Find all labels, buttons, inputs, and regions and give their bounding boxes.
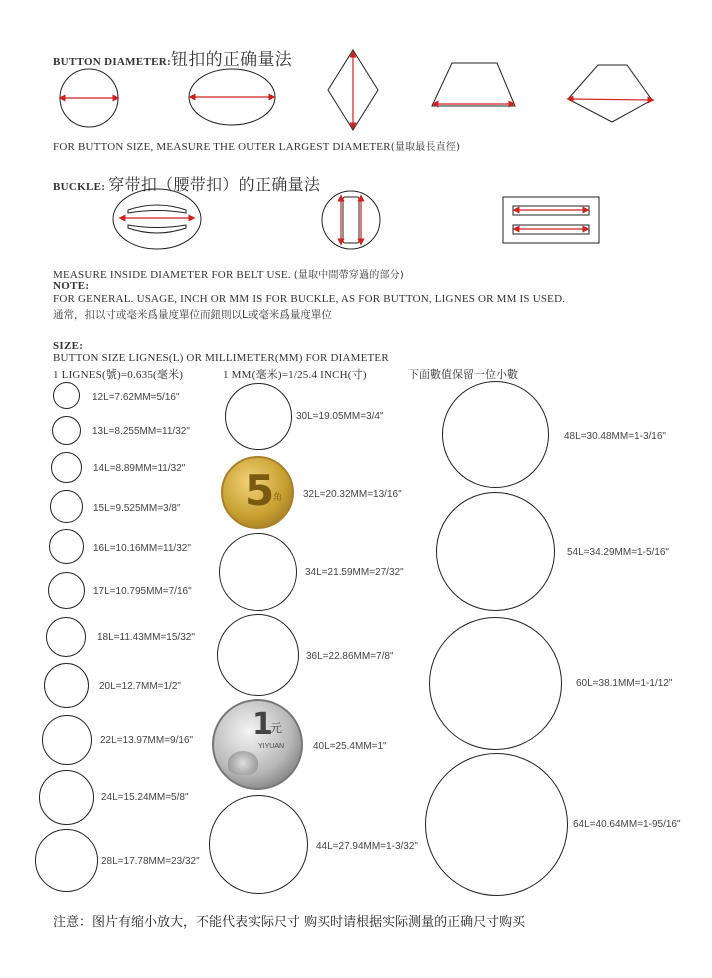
title-cn: 穿带扣（腰带扣）的正确量法 [108,175,321,194]
size-circle [52,416,81,445]
size-circle [48,572,85,609]
size-label: 40L=25.4MM=1" [313,741,387,752]
size-circle [209,795,308,894]
size-circle [35,829,98,892]
round-buckle-shape [322,191,380,249]
size-label: 44L=27.94MM=1-3/32" [316,841,418,852]
coin-numeral: 1 [252,707,273,742]
size-line1: BUTTON SIZE LIGNES(L) OR MILLIMETER(MM) FOR DIAMETER [53,352,389,364]
conv1: 1 LIGNES(號)=0.635(毫米) [53,369,184,381]
size-circle [39,770,94,825]
gold-coin-image [221,456,294,529]
size-label: 34L=21.59MM=27/32" [305,567,404,578]
size-title: SIZE: [53,340,84,352]
size-label: 13L=8.255MM=11/32" [92,426,190,437]
size-label: 20L=12.7MM=1/2" [99,681,181,692]
coin-numeral: 5 [245,466,275,515]
size-circle [217,614,299,696]
hexagon-button-shape [568,65,652,122]
coin-cn: 角 [273,493,283,503]
size-label: 60L=38.1MM=1-1/12" [576,678,673,689]
silver-coin-image [212,699,303,790]
conv3: 下面數值保留一位小數 [408,368,518,381]
note-line2: 通常，扣以寸或毫米爲量度單位而鈕則以L或毫米爲量度單位 [53,309,332,321]
size-circle [49,529,84,564]
footer-note: 注意：图片有缩小放大，不能代表实际尺寸 购买时请根据实际测量的正确尺寸购买 [53,915,526,930]
size-label: 18L=11.43MM=15/32" [97,632,195,643]
size-label: 28L=17.78MM=23/32" [101,856,200,867]
coin-cn: 元 [270,721,283,735]
rect-buckle-shape [503,197,599,243]
coin-pinyin: YIYUAN [258,743,285,750]
note-en: FOR BUTTON SIZE, MEASURE THE OUTER LARGEST DIAMETER [53,141,391,153]
size-label: 54L=34.29MM=1-5/16" [567,547,669,558]
size-circle [46,617,86,657]
size-label: 48L=30.48MM=1-3/16" [564,431,666,442]
size-circle [425,753,568,896]
title-en: BUTTON DIAMETER: [53,56,171,68]
measure-en: MEASURE INSIDE DIAMETER FOR BELT USE. [53,269,291,281]
size-label: 22L=13.97MM=9/16" [100,735,194,746]
note-line1: FOR GENERAL. USAGE, INCH OR MM IS FOR BUCKLE, AS FOR BUTTON, LIGNES OR MM IS USED. [53,293,566,305]
size-circle [219,533,297,611]
size-label: 30L=19.05MM=3/4" [296,411,384,422]
size-circle [442,381,549,488]
title-en: BUCKLE: [53,181,106,193]
size-circle [225,383,292,450]
size-label: 16L=10.16MM=11/32" [93,543,191,554]
size-circle [429,617,562,750]
size-circle [42,715,92,765]
size-label: 17L=10.795MM=7/16" [93,586,192,597]
oval-buckle-shape [113,189,201,249]
title-cn: 钮扣的正确量法 [170,50,293,70]
note-title: NOTE: [53,280,90,292]
buckle-measure-note [53,266,404,281]
size-label: 32L=20.32MM=13/16" [303,489,402,500]
size-label: 15L=9.525MM=3/8" [93,503,181,514]
buckle-shapes-diagram [0,180,712,260]
button-measure-note [53,138,460,153]
size-label: 64L=40.64MM=1-95/16" [573,819,681,830]
trapezoid-button-shape [432,63,515,106]
button-shapes-diagram [0,0,712,160]
conv2: 1 MM(毫米)=1/25.4 INCH(寸) [223,369,367,381]
conv-line1 [53,366,183,382]
note-cn: (量取最長直徑) [390,142,461,153]
size-label: 14L=8.89MM=11/32" [93,463,186,474]
size-circle [50,490,83,523]
measure-cn: (量取中間帶穿過的部分) [293,270,404,281]
size-circle [436,492,555,611]
conv-line2 [223,366,367,382]
flower-icon [228,751,258,775]
size-label: 24L=15.24MM=5/8" [101,792,189,803]
size-circle [51,452,82,483]
size-circle [53,382,80,409]
size-circle [44,663,89,708]
size-label: 36L=22.86MM=7/8" [306,651,394,662]
size-label: 12L=7.62MM=5/16" [92,392,180,403]
